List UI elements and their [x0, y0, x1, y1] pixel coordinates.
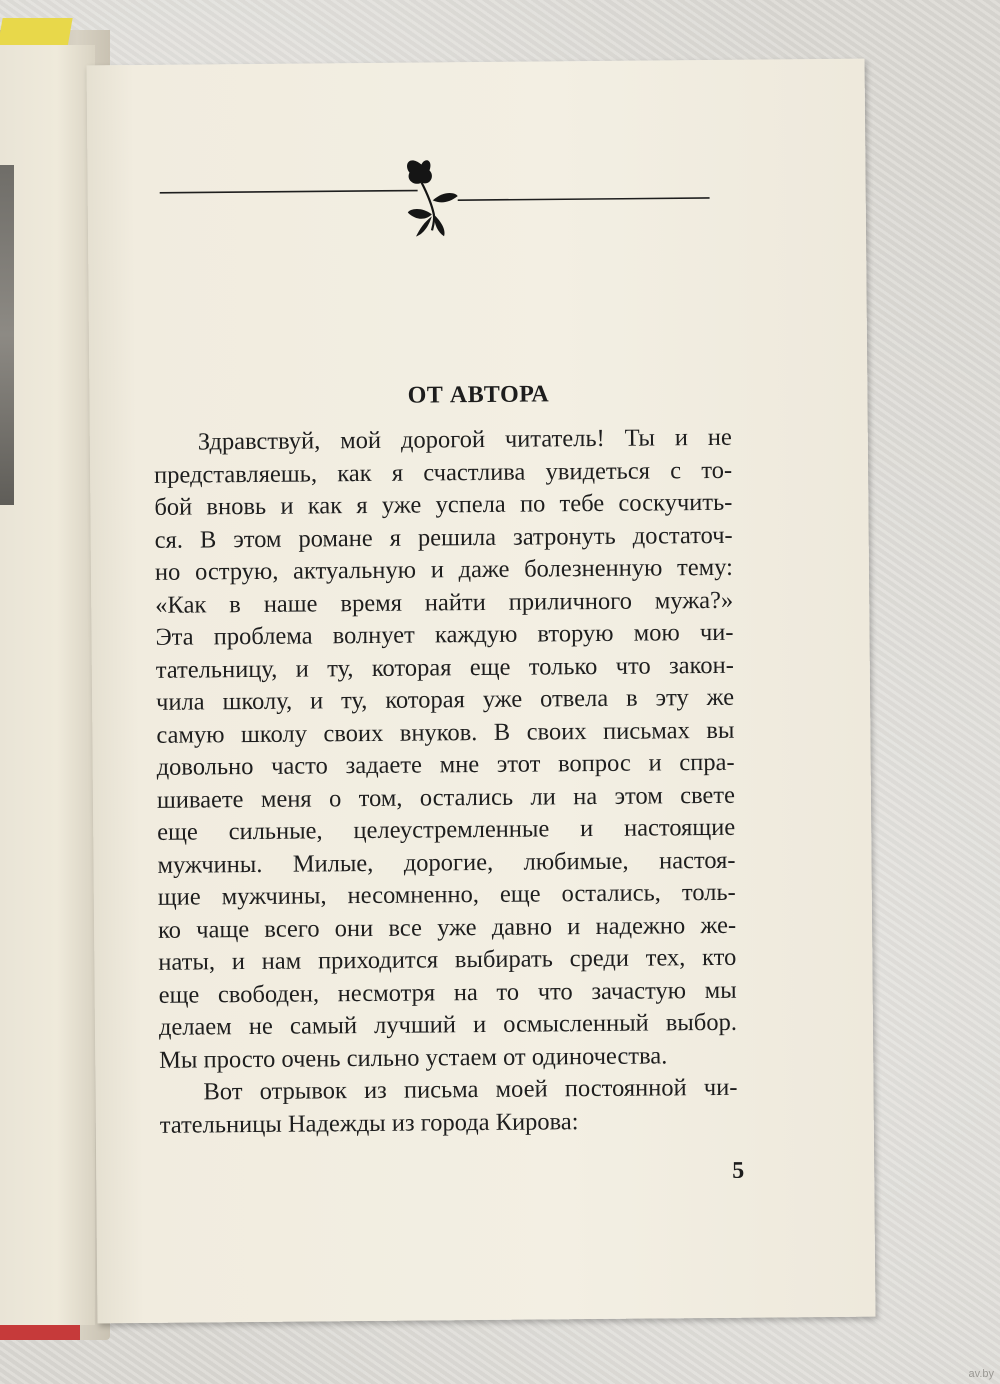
left-page-edge [0, 45, 95, 1325]
chapter-heading: ОТ АВТОРА [407, 381, 550, 409]
watermark: av.by [968, 1368, 994, 1380]
book-page [87, 59, 876, 1324]
text-line: еще свободен, несмотря на то что зачастую мы [158, 976, 737, 1009]
text-line: Здравствуй, мой дорогой читатель! Ты и не [197, 423, 732, 456]
text-line: довольно часто задаете мне этот вопрос и спра- [156, 748, 735, 781]
text-line: «Как в наше время найти приличного мужа?» [155, 586, 734, 619]
rose-ornament-icon [159, 148, 710, 243]
text-line: представляешь, как я счастлива увидеться с то- [153, 456, 733, 489]
text-line: но острую, актуальную и даже болезненную тему: [154, 553, 734, 586]
text-line: шиваете меня о том, остались ли на этом свете [156, 781, 736, 814]
text-line: тательницу, и ту, которая еще только что закон- [155, 651, 734, 684]
cover-yellow-edge [0, 18, 73, 48]
text-line: делаем не самый лучший и осмысленный выбор. [158, 1008, 738, 1041]
text-line: самую школу своих внуков. В своих письмах вы [156, 716, 735, 749]
text-line: тательницы Надежды из города Кирова: [159, 1107, 579, 1139]
text-line: еще сильные, целеустремленные и настоящие [157, 813, 736, 846]
text-line: щие мужчины, несомненно, еще остались, толь- [157, 878, 736, 911]
text-line: ся. В этом романе я решила затронуть достаточ- [154, 521, 733, 554]
text-line: мужчины. Милые, дорогие, любимые, настоя- [157, 846, 736, 879]
left-page-photo-strip [0, 165, 14, 505]
text-line: Вот отрывок из письма моей постоянной чи- [203, 1073, 738, 1106]
text-line: ко чаще всего они все уже давно и надежно же- [157, 911, 737, 944]
text-line: Эта проблема волнует каждую вторую мою чи- [155, 618, 734, 651]
text-line: бой вновь и как я уже успела по тебе соскучить- [154, 488, 733, 521]
text-line: чила школу, и ту, которая уже отвела в эту же [155, 683, 735, 716]
body-text [154, 422, 738, 1142]
page-number: 5 [732, 1157, 745, 1184]
text-line: наты, и нам приходится выбирать среди тех, кто [158, 943, 737, 976]
text-line: Мы просто очень сильно устаем от одиночества. [159, 1041, 668, 1074]
